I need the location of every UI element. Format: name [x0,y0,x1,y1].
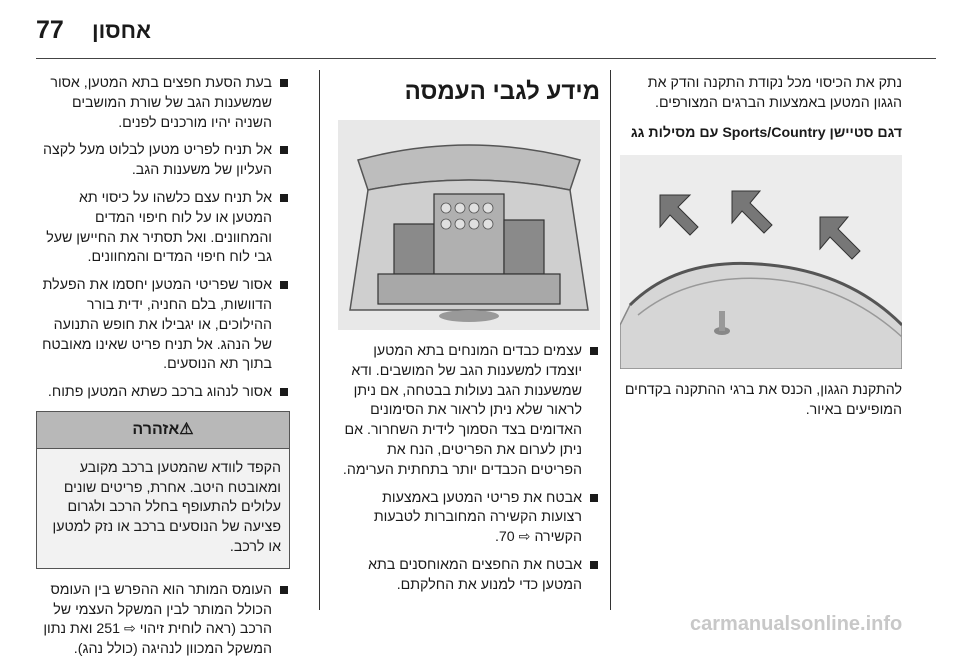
cargo-rules-list [36,74,290,403]
section-title: אחסון [92,18,152,43]
bullet-square-icon [280,586,288,594]
bullet-text: אבטח את פריטי המטען באמצעות רצועות הקשירה המחוברות לטבעות הקשירה ⇨ 70. [373,489,582,546]
watermark: carmanualsonline.info [690,613,903,635]
bullet-text: עצמים כבדים המונחים בתא המטען יוצמדו למשענות הגב של המושבים. ודא שמשענות הגב נעולות בבטחה, אם ניתן לראור שלא ניתן לראור את הסימונים האדומים בצד הסמוך לידית השחרור. אם ניתן לערום את הפריטים, הנח את הפריטים הכבדים יותר בתחתית הערימה. [342,343,582,478]
roof-rack-drawing [620,155,902,369]
list-item [36,74,290,133]
column-divider-right [610,70,611,610]
bullet-text: אל תניח עצם כלשהו על כיסוי תא המטען או על לוח חיפוי המדים והמחוונים. ואל תסתיר את החיישן שעל גבי לוח חיפוי המדים והמחוונים. [46,189,272,266]
page-header [0,10,960,50]
bullet-text: בעת הסעת חפצים בתא המטען, אסור שמשענות הגב של שורת המושבים השניה יהיו מורכנים לפנים. [50,75,272,131]
subheading: דגם סטיישן Sports/Country עם מסילות גג [630,124,902,141]
warning-triangle-icon: ⚠ [179,420,194,438]
list-item [338,342,600,481]
list-item [36,383,290,403]
list-item [36,189,290,268]
warning-header [37,412,289,449]
intro-text: נתק את הכיסוי מכל נקודת התקנה והדק את הגגון המטען באמצעות הברגים המצורפים. [647,75,902,111]
warning-box [36,411,290,569]
bullet-square-icon [590,494,598,502]
list-item [36,276,290,375]
left-column [36,74,290,668]
load-limit-list [36,581,290,660]
list-item [338,489,600,548]
bullet-text: העומס המותר הוא ההפרש בין העומס הכולל המותר לבין המשקל העצמי של הרכב (ראה לוחית זיהוי ⇨ 251 ואת נתון המשקל המכוון לנהיגה (כולל נהג). [43,581,272,658]
bullet-text: אסור לנהוג ברכב כשתא המטען פתוח. [47,384,272,401]
bullet-text: אסור שפריטי המטען יחסמו את הפעלת הדוושות, בלם החניה, ידית בורר ההילוכים, או יגבילו את חופש התנועה של הנהג. אל תניח פריט שאינו מאובטח בתוך תא הנוסעים. [42,277,272,373]
bullet-square-icon [280,146,288,154]
bullet-text: אבטח את החפצים המאוחסנים בתא המטען כדי למנוע את החלקתם. [368,556,582,593]
bullet-square-icon [590,561,598,569]
bullet-text: אל תניח לפריט מטען לבלוט מעל לקצה העליון של משענות הגב. [43,142,272,179]
loading-bullets [338,342,600,596]
column-divider-left [319,70,320,610]
bullet-square-icon [280,388,288,396]
trunk-illustration [338,120,600,330]
list-item [36,141,290,181]
bullet-square-icon [280,281,288,289]
roof-rack-illustration [620,155,902,369]
page-number: 77 [36,16,64,44]
bullet-square-icon [280,194,288,202]
warning-body: הקפד לוודא שהמטען ברכב מקובע ומאובטח היטב. אחרת, פריטים שונים עלולים להתעופף בחלל הרכב ולגרום פציעה של הנוסעים ברכב או נזק למטען או לרכב. [52,459,281,555]
middle-column [338,78,600,604]
bullet-square-icon [590,347,598,355]
header-rule [36,58,936,59]
right-column [620,74,902,421]
list-item [338,556,600,596]
trunk-drawing [338,120,600,330]
warning-heading: אזהרה [132,420,180,438]
loading-info-title: מידע לגבי העמסה [404,78,600,105]
list-item [36,581,290,660]
figure-caption: להתקנת הגגון, הכנס את ברגי ההתקנה בקדחים המופיעים באיור. [624,382,902,419]
bullet-square-icon [280,79,288,87]
